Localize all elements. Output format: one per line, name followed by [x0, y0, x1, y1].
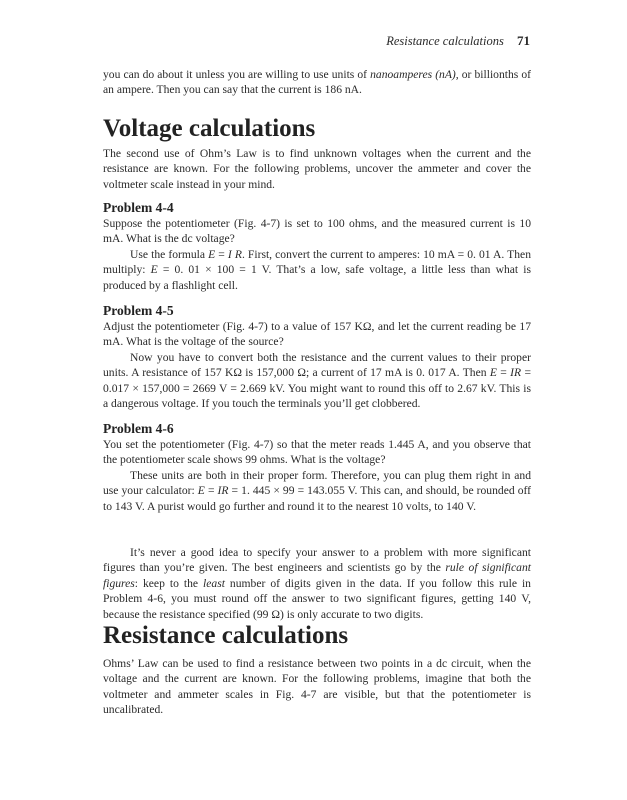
block-1: [103, 115, 531, 143]
text-run: number of digits given in the data. If you follow this rule in Problem 4-6, you must round off the answer to two significant figures, getting 140 V, because the resistance specified (99 Ω) is only accurate to two digits.: [103, 576, 531, 621]
paragraph: [103, 146, 531, 192]
paragraph: [103, 656, 531, 718]
text-run: Adjust the potentiometer (Fig. 4-7) to a value of 157 KΩ, and let the current reading be 17 mA. What is the voltage of the source?: [103, 320, 531, 349]
italic-text: E: [197, 484, 205, 498]
text-run: you can do about it unless you are willing to use units of: [103, 68, 371, 81]
text-run: = 0. 01 × 100 = 1 V. That’s a low, safe voltage, a little less than what is produced by a flashlight cell.: [103, 263, 531, 292]
text-run: =: [215, 248, 228, 261]
italic-text: I R: [227, 248, 242, 261]
text-run: Suppose the potentiometer (Fig. 4-7) is set to 100 ohms, and the measured current is 10 mA. What is the dc voltage?: [103, 217, 531, 246]
running-header: [386, 33, 530, 49]
text-run: It’s never a good idea to specify your answer to a problem with more significant figures than you’re given. The best engineers and scientists go by the: [103, 546, 531, 575]
text-run: or billionths of an ampere. Then you can say that the current is 186 nA.: [103, 68, 531, 97]
block-5: [103, 247, 531, 293]
paragraph: [103, 468, 531, 514]
block-6: [103, 302, 531, 319]
block-11: [103, 468, 531, 514]
problem-heading: Problem 4-6: [103, 421, 174, 436]
text-run: : keep to the: [134, 576, 204, 590]
text-run: Ohms’ Law can be used to find a resistance between two points in a dc circuit, when the voltage and the current are known. For the following problems, imagine that both the voltmeter and ammeter scales in Fig. 4-7 are visible, but that the potentiometer is uncalibrated.: [103, 657, 531, 717]
text-run: = 1. 445 × 99 = 143.055 V. This can, and should, be rounded off to 143 V. A purist would go further and round it to the nearest 10 volts, to 140 V.: [103, 484, 532, 513]
section-heading: Voltage calculations: [103, 115, 316, 142]
text-run: = 0.017 × 157,000 = 2669 V = 2.669 kV. You might want to round this off to 2.67 kV. This is a dangerous voltage. If you touch the terminals you’ll get clobbered.: [103, 366, 531, 411]
italic-text: rule of significant figures: [103, 561, 531, 590]
text-run: You set the potentiometer (Fig. 4-7) so that the meter reads 1.445 A, and you observe that the potentiometer scale shows 99 ohms. What is the voltage?: [103, 438, 531, 467]
text-run: Now you have to convert both the resistance and the current values to their proper units. A resistance of 157 KΩ is 157,000 Ω; a current of 17 mA is 0. 017 A. Then: [103, 351, 531, 380]
block-4: [103, 216, 531, 247]
italic-text: nanoamperes (nA),: [370, 68, 459, 81]
paragraph: [103, 437, 531, 468]
running-title: Resistance calculations: [386, 34, 504, 48]
text-run: Use the formula: [130, 248, 209, 261]
block-13: [103, 622, 531, 650]
block-12: [103, 545, 531, 622]
page-number: 71: [517, 33, 530, 48]
problem-heading: Problem 4-4: [103, 200, 174, 215]
problem-heading: Problem 4-5: [103, 303, 174, 318]
italic-text: E: [489, 366, 497, 380]
italic-text: E: [208, 248, 216, 261]
paragraph: [103, 545, 531, 622]
italic-text: E: [150, 263, 158, 277]
block-2: [103, 146, 531, 192]
paragraph: [103, 216, 531, 247]
italic-text: IR: [510, 366, 522, 380]
paragraph: [103, 319, 531, 350]
block-10: [103, 437, 531, 468]
block-9: [103, 420, 531, 437]
text-run: . First, convert the current to amperes: 10 mA = 0. 01 A. Then multiply:: [103, 248, 532, 277]
block-7: [103, 319, 531, 350]
paragraph: [103, 247, 531, 293]
text-run: =: [496, 366, 511, 380]
paragraph: [103, 350, 531, 412]
text-run: These units are both in their proper form. Therefore, you can plug them right in and use your calculator:: [103, 469, 531, 498]
italic-text: IR: [217, 484, 229, 498]
block-0: [103, 67, 531, 98]
text-run: The second use of Ohm’s Law is to find unknown voltages when the current and the resistance are known. For the following problems, uncover the ammeter and cover the voltmeter scale instead in your mind.: [103, 147, 531, 191]
paragraph: [103, 67, 531, 98]
section-heading: Resistance calculations: [103, 622, 349, 649]
text-run: =: [204, 484, 218, 498]
block-3: [103, 199, 531, 216]
italic-text: least: [203, 576, 225, 590]
block-14: [103, 656, 531, 718]
block-8: [103, 350, 531, 412]
